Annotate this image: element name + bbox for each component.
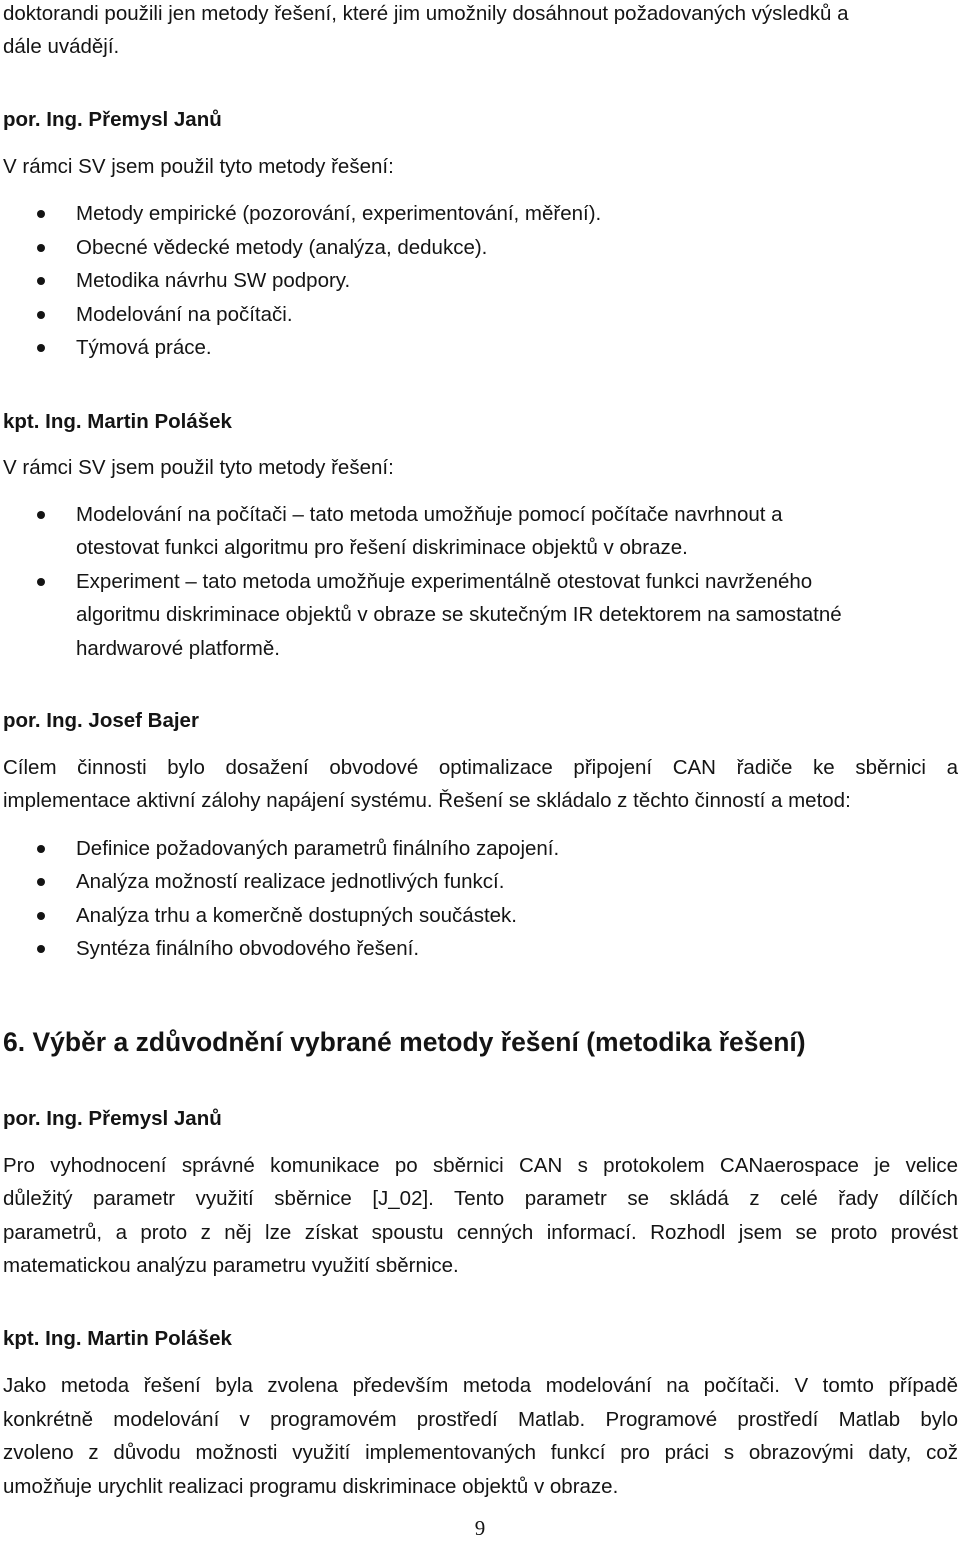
list-item-line: otestovat funkci algoritmu pro řešení diskriminace objektů v obraze. — [76, 536, 688, 559]
list-item: Metody empirické (pozorování, experimentování, měření). — [76, 202, 602, 225]
paragraph-line: Cílem činnosti bylo dosažení obvodové optimalizace připojení CAN řadiče ke sběrnici a — [3, 756, 958, 779]
list-item: Týmová práce. — [76, 336, 212, 359]
paragraph-line: zvoleno z důvodu možnosti využití implementovaných funkcí pro práci s obrazovými daty, což — [3, 1441, 958, 1464]
bullet-icon — [37, 878, 45, 886]
paragraph-line: implementace aktivní zálohy napájení systému. Řešení se skládalo z těchto činností a metod: — [3, 789, 851, 812]
author-heading: por. Ing. Přemysl Janů — [3, 108, 222, 131]
bullet-icon — [37, 845, 45, 853]
paragraph-line: konkrétně modelování v programovém prostředí Matlab. Programové prostředí Matlab bylo — [3, 1408, 958, 1431]
bullet-icon — [37, 210, 45, 218]
bullet-icon — [37, 244, 45, 252]
list-item: Syntéza finálního obvodového řešení. — [76, 937, 420, 960]
author-heading: por. Ing. Přemysl Janů — [3, 1107, 222, 1130]
chapter-heading: 6. Výběr a zdůvodnění vybrané metody řešení (metodika řešení) — [3, 1027, 806, 1057]
bullet-icon — [37, 912, 45, 920]
list-item-line: hardwarové platformě. — [76, 637, 280, 660]
intro-line-1: doktorandi použili jen metody řešení, které jim umožnily dosáhnout požadovaných výsledků a — [3, 2, 849, 25]
section-lead: V rámci SV jsem použil tyto metody řešení: — [3, 155, 394, 178]
list-item-line: Modelování na počítači – tato metoda umožňuje pomocí počítače navrhnout a — [76, 503, 783, 526]
paragraph-line: umožňuje urychlit realizaci programu diskriminace objektů v obraze. — [3, 1475, 619, 1498]
list-item: Obecné vědecké metody (analýza, dedukce). — [76, 236, 488, 259]
section-lead: V rámci SV jsem použil tyto metody řešení: — [3, 456, 394, 479]
list-item: Analýza možností realizace jednotlivých funkcí. — [76, 870, 505, 893]
author-heading: por. Ing. Josef Bajer — [3, 709, 199, 732]
intro-line-2: dále uvádějí. — [3, 35, 120, 58]
page-number: 9 — [474, 1516, 486, 1540]
bullet-icon — [37, 578, 45, 586]
paragraph-line: Pro vyhodnocení správné komunikace po sběrnici CAN s protokolem CANaerospace je velice — [3, 1154, 958, 1177]
author-heading: kpt. Ing. Martin Polášek — [3, 410, 232, 433]
list-item: Modelování na počítači. — [76, 303, 293, 326]
bullet-icon — [37, 511, 45, 519]
bullet-icon — [37, 311, 45, 319]
bullet-icon — [37, 277, 45, 285]
author-heading: kpt. Ing. Martin Polášek — [3, 1327, 232, 1350]
paragraph-line: Jako metoda řešení byla zvolena především metoda modelování na počítači. V tomto případě — [3, 1374, 958, 1397]
bullet-icon — [37, 945, 45, 953]
list-item: Metodika návrhu SW podpory. — [76, 269, 351, 292]
paragraph-line: důležitý parametr využití sběrnice [J_02]. Tento parametr se skládá z celé řady dílčích — [3, 1187, 958, 1210]
list-item: Definice požadovaných parametrů finálního zapojení. — [76, 837, 560, 860]
paragraph-line: parametrů, a proto z něj lze získat spoustu cenných informací. Rozhodl jsem se proto provést — [3, 1221, 958, 1244]
list-item-line: algoritmu diskriminace objektů v obraze se skutečným IR detektorem na samostatné — [76, 603, 842, 626]
list-item-line: Experiment – tato metoda umožňuje experimentálně otestovat funkci navrženého — [76, 570, 813, 593]
bullet-icon — [37, 344, 45, 352]
list-item: Analýza trhu a komerčně dostupných součástek. — [76, 904, 517, 927]
paragraph-line: matematickou analýzu parametru využití sběrnice. — [3, 1254, 459, 1277]
